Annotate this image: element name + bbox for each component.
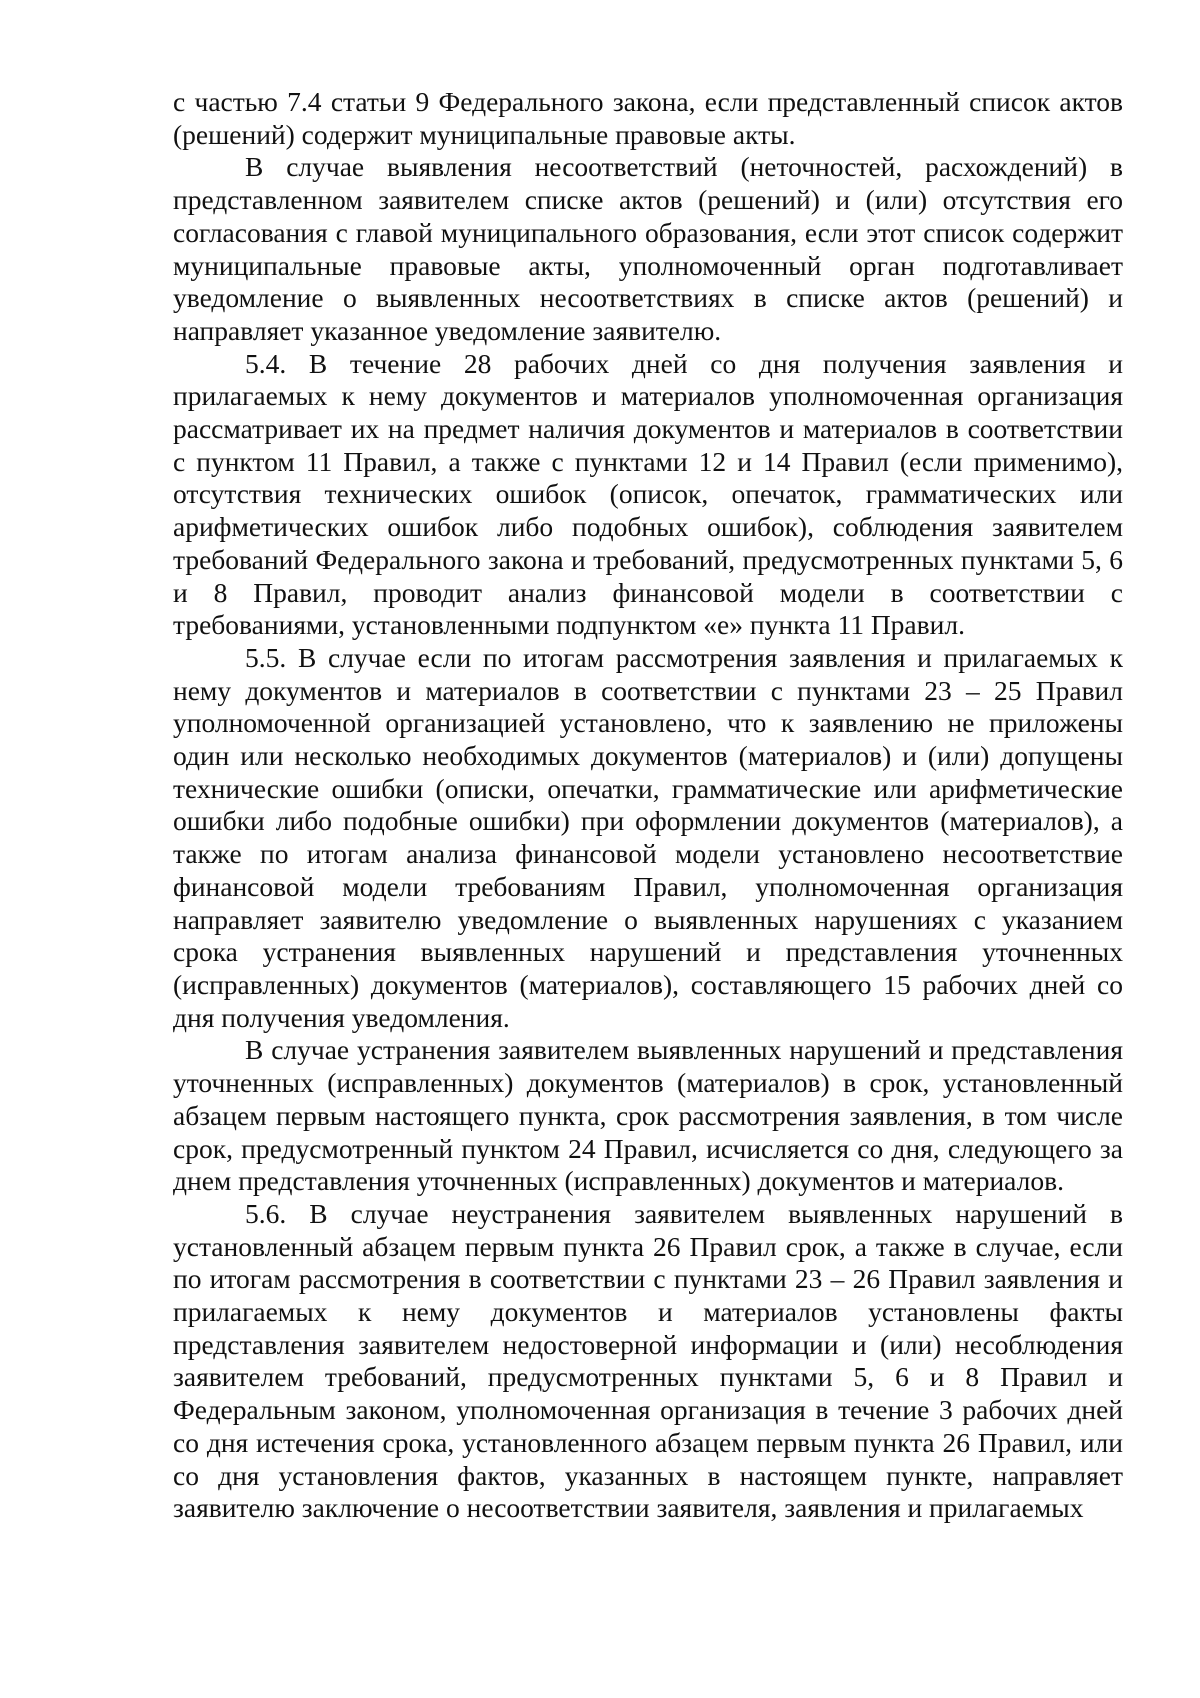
paragraph-5-5-correction: В случае устранения заявителем выявленных нарушений и представления уточненных (исправленных) документов (материалов) в срок, установленный абзацем первым настоящего пункта, срок рассмотрения заявления, в том числе срок, предусмотренный пунктом 24 Правил, исчисляется со дня, следующего за днем представления уточненных (исправленных) документов и материалов.	[173, 1034, 1123, 1197]
paragraph-continuation: с частью 7.4 статьи 9 Федерального закона, если представленный список актов (решений) содержит муниципальные правовые акты.	[173, 86, 1123, 150]
paragraph-mismatch-notice: В случае выявления несоответствий (неточностей, расхождений) в представленном заявителем списке актов (решений) и (или) отсутствия его согласования с главой муниципального образования, если этот список содержит муниципальные правовые акты, уполномоченный орган подготавливает уведомление о выявленных несоответствиях в списке актов (решений) и направляет указанное уведомление заявителю.	[173, 151, 1123, 346]
document-page	[173, 86, 1123, 1525]
paragraph-5-6: 5.6. В случае неустранения заявителем выявленных нарушений в установленный абзацем первым пункта 26 Правил срок, а также в случае, если по итогам рассмотрения в соответствии с пунктами 23 – 26 Правил заявления и прилагаемых к нему документов и материалов установлены факты представления заявителем недостоверной информации и (или) несоблюдения заявителем требований, предусмотренных пунктами 5, 6 и 8 Правил и Федеральным законом, уполномоченная организация в течение 3 рабочих дней со дня истечения срока, установленного абзацем первым пункта 26 Правил, или со дня установления фактов, указанных в настоящем пункте, направляет заявителю заключение о несоответствии заявителя, заявления и прилагаемых	[173, 1197, 1123, 1524]
paragraph-5-5: 5.5. В случае если по итогам рассмотрения заявления и прилагаемых к нему документов и материалов в соответствии с пунктами 23 – 25 Правил уполномоченной организацией установлено, что к заявлению не приложены один или несколько необходимых документов (материалов) и (или) допущены технические ошибки (описки, опечатки, грамматические или арифметические ошибки либо подобные ошибки) при оформлении документов (материалов), а также по итогам анализа финансовой модели установлено несоответствие финансовой модели требованиям Правил, уполномоченная организация направляет заявителю уведомление о выявленных нарушениях с указанием срока устранения выявленных нарушений и представления уточненных (исправленных) документов (материалов), составляющего 15 рабочих дней со дня получения уведомления.	[173, 641, 1123, 1033]
paragraph-5-4: 5.4. В течение 28 рабочих дней со дня получения заявления и прилагаемых к нему документов и материалов уполномоченная организация рассматривает их на предмет наличия документов и материалов в соответствии с пунктом 11 Правил, а также с пунктами 12 и 14 Правил (если применимо), отсутствия технических ошибок (описок, опечаток, грамматических или арифметических ошибок либо подобных ошибок), соблюдения заявителем требований Федерального закона и требований, предусмотренных пунктами 5, 6 и 8 Правил, проводит анализ финансовой модели в соответствии с требованиями, установленными подпунктом «е» пункта 11 Правил.	[173, 347, 1123, 641]
